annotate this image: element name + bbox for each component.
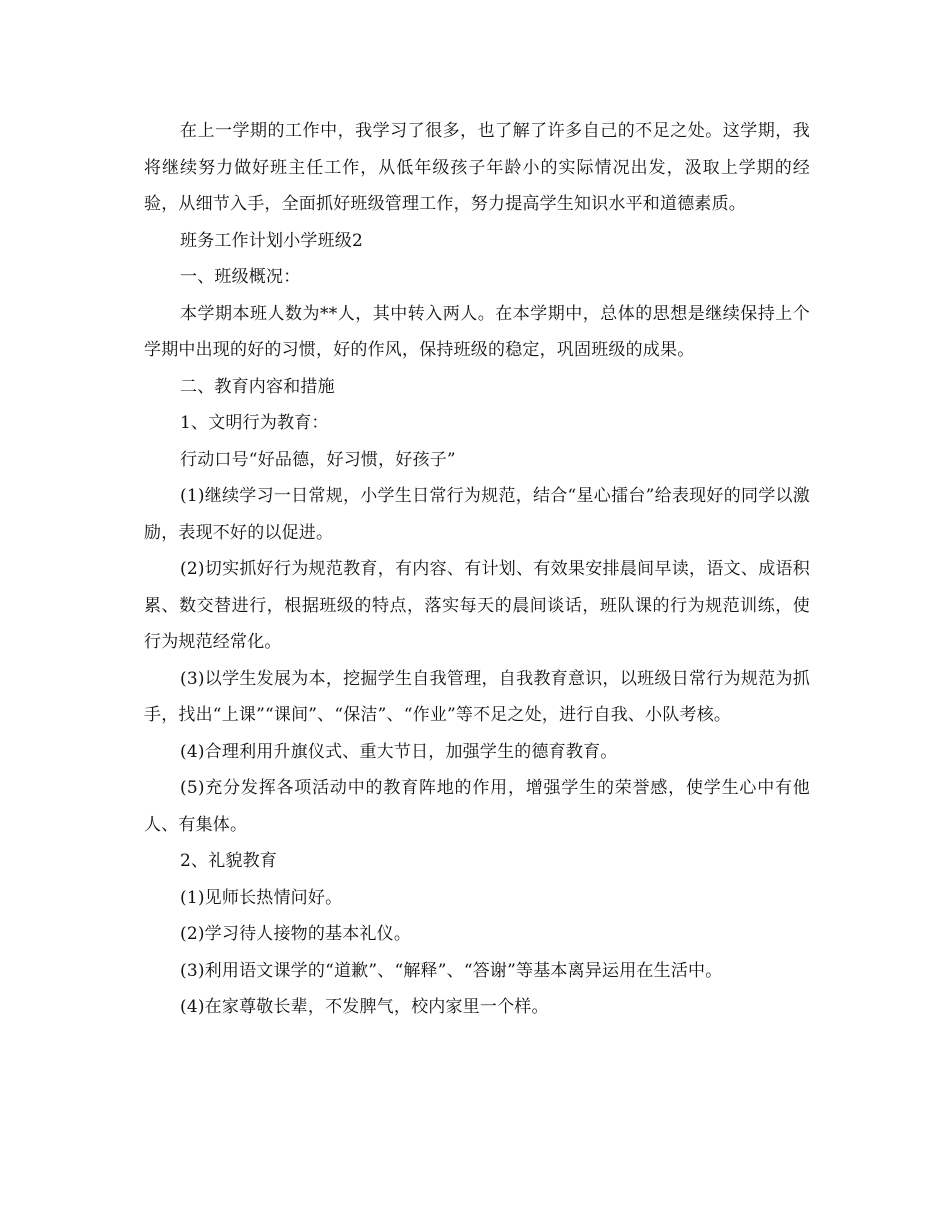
list-item: (4)合理利用升旗仪式、重大节日，加强学生的德育教育。 [180,741,618,762]
document-body [144,113,810,1026]
list-item: (2)切实抓好行为规范教育，有内容、有计划、有效果安排晨间早读，语文、成语积累、数交替进行，根据班级的特点，落实每天的晨间谈话，班队课的行为规范训练，使行为规范经常化。 [144,559,810,652]
heading-class-overview: 一、班级概况： [180,267,301,287]
paragraph-intro: 在上一学期的工作中，我学习了很多，也了解了许多自己的不足之处。这学期，我将继续努力做好班主任工作，从低年级孩子年龄小的实际情况出发，汲取上学期的经验，从细节入手，全面抓好班级管理工作，努力提高学生知识水平和道德素质。 [144,121,810,214]
list-item: (3)利用语文课学的“道歉”、“解释”、“答谢”等基本离异运用在生活中。 [180,960,723,981]
paragraph-class-overview: 本学期本班人数为**人，其中转入两人。在本学期中，总体的思想是继续保持上个学期中出现的好的习惯，好的作风，保持班级的稳定，巩固班级的成果。 [144,303,810,360]
list-item: (1)见师长热情问好。 [180,887,343,908]
subheading-civilized-behavior: 1、文明行为教育： [180,413,329,433]
section-title: 班务工作计划小学班级2 [180,230,364,251]
subheading-courtesy-education: 2、礼貌教育 [180,851,278,871]
list-item: (5)充分发挥各项活动中的教育阵地的作用，增强学生的荣誉感，使学生心中有他人、有集体。 [144,778,810,835]
list-item: (4)在家尊敬长辈，不发脾气，校内家里一个样。 [180,997,549,1017]
list-item: (3)以学生发展为本，挖掘学生自我管理，自我教育意识，以班级日常行为规范为抓手，找出“上课”“课间”、“保洁”、“作业”等不足之处，进行自我、小队考核。 [144,668,810,725]
paragraph-slogan: 行动口号“好品德，好习惯，好孩子” [180,449,456,470]
list-item: (1)继续学习一日常规，小学生日常行为规范，结合“星心擂台”给表现好的同学以激励，表现不好的以促进。 [144,486,810,543]
list-item: (2)学习待人接物的基本礼仪。 [180,924,412,944]
heading-education-content: 二、教育内容和措施 [180,376,335,397]
